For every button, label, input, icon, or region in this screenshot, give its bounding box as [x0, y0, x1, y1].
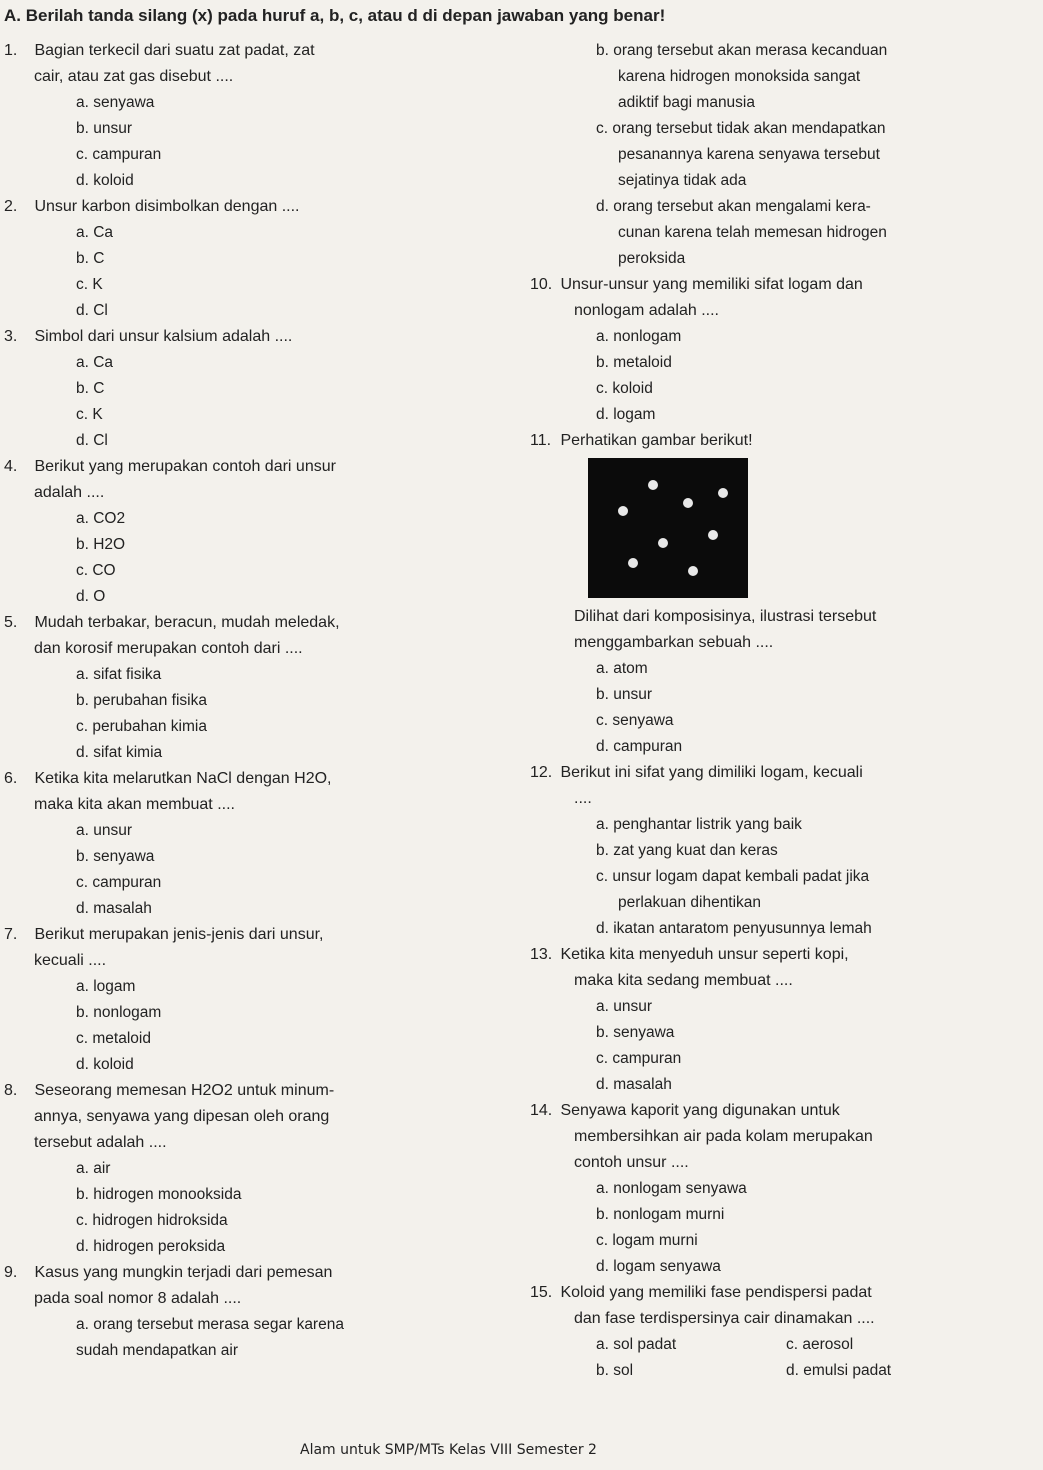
question-text: 10. Unsur-unsur yang memiliki sifat logam dan	[530, 272, 1040, 298]
answer-option[interactable]: d. ikatan antaratom penyusunnya lemah	[596, 920, 872, 937]
answer-option[interactable]: a. sifat fisika	[76, 666, 162, 683]
answer-option[interactable]: a. nonlogam senyawa	[596, 1180, 747, 1197]
answer-option[interactable]: c. aerosol	[786, 1336, 854, 1353]
question-text: annya, senyawa yang dipesan oleh orang	[34, 1108, 330, 1125]
question-13	[530, 942, 1040, 1098]
question-text: 1. Bagian terkecil dari suatu zat padat, zat	[4, 38, 524, 64]
question-text: Dilihat dari komposisinya, ilustrasi tersebut	[574, 608, 877, 625]
page-footer: Alam untuk SMP/MTs Kelas VIII Semester 2	[300, 1442, 597, 1458]
answer-option[interactable]: a. air	[76, 1160, 111, 1177]
answer-option[interactable]: a. unsur	[596, 998, 653, 1015]
question-text: dan korosif merupakan contoh dari ....	[34, 640, 303, 657]
question-12	[530, 760, 1040, 942]
question-9	[4, 1260, 524, 1364]
answer-option[interactable]: c. campuran	[76, 146, 162, 163]
question-number: 14.	[530, 1102, 553, 1119]
question-text: membersihkan air pada kolam merupakan	[574, 1128, 873, 1145]
question-text: 7. Berikut merupakan jenis-jenis dari unsur,	[4, 922, 524, 948]
particle-dot	[708, 530, 718, 540]
particle-dot	[683, 498, 693, 508]
answer-option[interactable]: d. logam senyawa	[596, 1258, 721, 1275]
answer-option[interactable]: b. unsur	[596, 686, 653, 703]
molecule-illustration	[588, 458, 748, 598]
question-text: cair, atau zat gas disebut ....	[34, 68, 234, 85]
answer-option-cont: karena hidrogen monoksida sangat	[618, 68, 861, 85]
answer-option[interactable]: c. campuran	[596, 1050, 682, 1067]
answer-option[interactable]: b. H2O	[76, 536, 126, 553]
answer-option[interactable]: d. campuran	[596, 738, 683, 755]
question-number: 2.	[4, 198, 18, 215]
answer-option[interactable]: b. metaloid	[596, 354, 672, 371]
answer-option[interactable]: a. sol padat	[596, 1336, 677, 1353]
particle-dot	[618, 506, 628, 516]
particle-dot	[628, 558, 638, 568]
question-text: 13. Ketika kita menyeduh unsur seperti kopi,	[530, 942, 1040, 968]
answer-option[interactable]: b. senyawa	[596, 1024, 675, 1041]
answer-option[interactable]: d. sifat kimia	[76, 744, 163, 761]
question-text: 11. Perhatikan gambar berikut!	[530, 428, 1040, 454]
answer-option[interactable]: a. logam	[76, 978, 136, 995]
answer-option[interactable]: a. unsur	[76, 822, 133, 839]
answer-option[interactable]: b. zat yang kuat dan keras	[596, 842, 778, 859]
answer-option[interactable]: b. perubahan fisika	[76, 692, 207, 709]
answer-option[interactable]: c. K	[76, 276, 103, 293]
answer-option-cont: adiktif bagi manusia	[618, 94, 755, 111]
question-1	[4, 38, 524, 194]
question-text: 3. Simbol dari unsur kalsium adalah ....	[4, 324, 524, 350]
answer-option[interactable]: d. koloid	[76, 1056, 134, 1073]
question-text: 9. Kasus yang mungkin terjadi dari pemesan	[4, 1260, 524, 1286]
question-text: 2. Unsur karbon disimbolkan dengan ....	[4, 194, 524, 220]
answer-option[interactable]: b. orang tersebut akan merasa kecanduan	[596, 42, 888, 59]
answer-option[interactable]: b. C	[76, 250, 105, 267]
answer-row	[530, 1358, 1040, 1384]
question-number: 1.	[4, 42, 18, 59]
question-text: maka kita akan membuat ....	[34, 796, 235, 813]
particle-dot	[648, 480, 658, 490]
question-text: 8. Seseorang memesan H2O2 untuk minum-	[4, 1078, 524, 1104]
answer-option[interactable]: d. masalah	[76, 900, 152, 917]
question-number: 4.	[4, 458, 18, 475]
answer-option[interactable]: d. emulsi padat	[786, 1362, 892, 1379]
question-text: 6. Ketika kita melarutkan NaCl dengan H2O,	[4, 766, 524, 792]
answer-option[interactable]: b. C	[76, 380, 105, 397]
question-text: 4. Berikut yang merupakan contoh dari unsur	[4, 454, 524, 480]
answer-option[interactable]: b. unsur	[76, 120, 133, 137]
answer-option[interactable]: c. metaloid	[76, 1030, 151, 1047]
answer-option[interactable]: a. senyawa	[76, 94, 155, 111]
question-number: 13.	[530, 946, 553, 963]
question-number: 3.	[4, 328, 18, 345]
question-6	[4, 766, 524, 922]
answer-option[interactable]: c. campuran	[76, 874, 162, 891]
answer-option[interactable]: b. senyawa	[76, 848, 155, 865]
answer-option[interactable]: b. sol	[596, 1362, 634, 1379]
answer-option[interactable]: d. orang tersebut akan mengalami kera-	[596, 198, 871, 215]
question-4	[4, 454, 524, 610]
answer-option[interactable]: d. logam	[596, 406, 656, 423]
answer-option[interactable]: c. unsur logam dapat kembali padat jika	[596, 868, 870, 885]
question-5	[4, 610, 524, 766]
answer-option-cont: perlakuan dihentikan	[618, 894, 762, 911]
question-14	[530, 1098, 1040, 1280]
answer-option[interactable]: a. Ca	[76, 224, 114, 241]
answer-option[interactable]: c. perubahan kimia	[76, 718, 207, 735]
answer-option[interactable]: d. hidrogen peroksida	[76, 1238, 226, 1255]
question-text: menggambarkan sebuah ....	[574, 634, 774, 651]
question-8	[4, 1078, 524, 1260]
answer-option[interactable]: d. Cl	[76, 302, 108, 319]
question-number: 6.	[4, 770, 18, 787]
particle-dot	[718, 488, 728, 498]
answer-option-cont: peroksida	[618, 250, 686, 267]
question-text: kecuali ....	[34, 952, 107, 969]
question-number: 11.	[530, 432, 552, 449]
question-number: 12.	[530, 764, 553, 781]
question-text: contoh unsur ....	[574, 1154, 689, 1171]
answer-option[interactable]: c. hidrogen hidroksida	[76, 1212, 228, 1229]
answer-option[interactable]: c. K	[76, 406, 103, 423]
question-text: ....	[574, 790, 592, 807]
question-number: 10.	[530, 276, 553, 293]
answer-option[interactable]: a. orang tersebut merasa segar karena	[76, 1316, 344, 1333]
right-column	[530, 38, 1040, 1384]
answer-option[interactable]: b. hidrogen monooksida	[76, 1186, 242, 1203]
question-text: pada soal nomor 8 adalah ....	[34, 1290, 242, 1307]
answer-option[interactable]: a. penghantar listrik yang baik	[596, 816, 802, 833]
answer-option[interactable]: c. koloid	[596, 380, 653, 397]
answer-option[interactable]: d. Cl	[76, 432, 108, 449]
section-header: A. Berilah tanda silang (x) pada huruf a, b, c, atau d di depan jawaban yang benar!	[4, 6, 666, 25]
answer-option-cont: sejatinya tidak ada	[618, 172, 747, 189]
answer-row	[530, 1332, 1040, 1358]
answer-option[interactable]: d. masalah	[596, 1076, 672, 1093]
question-text: nonlogam adalah ....	[574, 302, 719, 319]
answer-option[interactable]: a. atom	[596, 660, 648, 677]
answer-option[interactable]: c. logam murni	[596, 1232, 698, 1249]
answer-option[interactable]: a. CO2	[76, 510, 126, 527]
question-text: 15. Koloid yang memiliki fase pendispersi padat	[530, 1280, 1040, 1306]
answer-option-cont: cunan karena telah memesan hidrogen	[618, 224, 887, 241]
question-number: 8.	[4, 1082, 18, 1099]
answer-option[interactable]: d. O	[76, 588, 106, 605]
answer-option[interactable]: sudah mendapatkan air	[76, 1342, 239, 1359]
question-11	[530, 428, 1040, 760]
question-number: 9.	[4, 1264, 18, 1281]
question-3	[4, 324, 524, 454]
question-15	[530, 1280, 1040, 1384]
question-10	[530, 272, 1040, 428]
particle-dot	[658, 538, 668, 548]
question-7	[4, 922, 524, 1078]
answer-option[interactable]: b. nonlogam	[76, 1004, 162, 1021]
answer-option[interactable]: d. koloid	[76, 172, 134, 189]
question-text: 12. Berikut ini sifat yang dimiliki logam, kecuali	[530, 760, 1040, 786]
question-2	[4, 194, 524, 324]
answer-option[interactable]: c. orang tersebut tidak akan mendapatkan	[596, 120, 886, 137]
answer-option-cont: pesanannya karena senyawa tersebut	[618, 146, 880, 163]
question-number: 7.	[4, 926, 18, 943]
question-text: adalah ....	[34, 484, 105, 501]
answer-option[interactable]: a. Ca	[76, 354, 114, 371]
question-number: 5.	[4, 614, 18, 631]
answer-option[interactable]: c. CO	[76, 562, 116, 579]
question-text: 5. Mudah terbakar, beracun, mudah meledak,	[4, 610, 524, 636]
left-column	[4, 38, 524, 1364]
particle-dot	[688, 566, 698, 576]
question-number: 15.	[530, 1284, 553, 1301]
answer-option[interactable]: c. senyawa	[596, 712, 674, 729]
question-text: tersebut adalah ....	[34, 1134, 167, 1151]
question-text: maka kita sedang membuat ....	[574, 972, 793, 989]
question-text: 14. Senyawa kaporit yang digunakan untuk	[530, 1098, 1040, 1124]
question-text: dan fase terdispersinya cair dinamakan ....	[574, 1310, 875, 1327]
question-9-continued	[530, 38, 1040, 272]
answer-option[interactable]: b. nonlogam murni	[596, 1206, 725, 1223]
answer-option[interactable]: a. nonlogam	[596, 328, 682, 345]
